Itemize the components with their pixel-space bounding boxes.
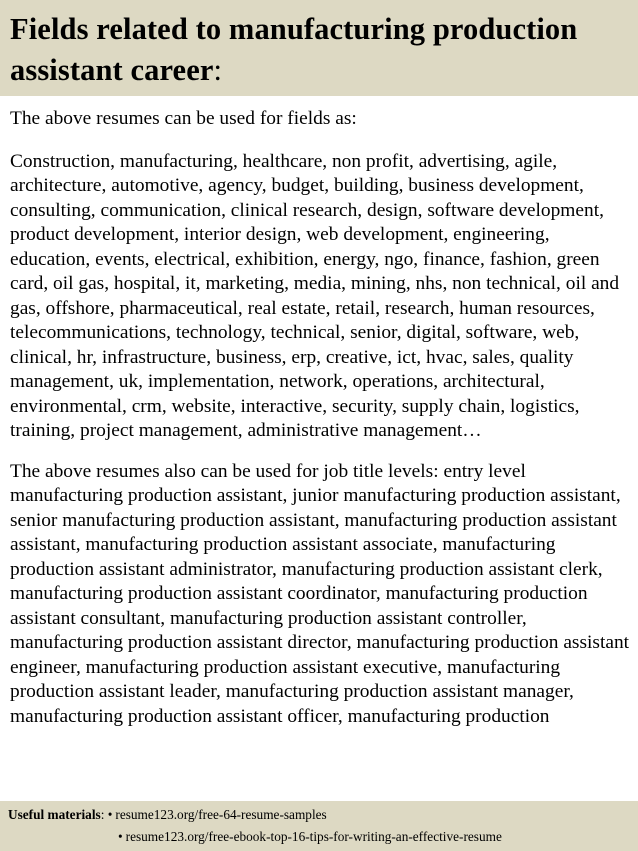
bullet-icon: • bbox=[107, 807, 113, 822]
body-content bbox=[10, 107, 634, 801]
footer-link-2[interactable]: resume123.org/free-ebook-top-16-tips-for-writing-an-effective-resume bbox=[125, 829, 502, 844]
bullet-icon: • bbox=[118, 829, 123, 844]
footer-link-1[interactable]: resume123.org/free-64-resume-samples bbox=[115, 807, 327, 822]
job-levels-paragraph: The above resumes also can be used for job title levels: entry level manufacturing production assistant, junior manufacturing production assistant, senior manufacturing production assistant, manufacturing production assistant assistant, manufacturing production assistant associate, manufacturing production assistant administrator, manufacturing production assistant clerk, manufacturing production assistant coordinator, manufacturing production assistant consultant, manufacturing production assistant controller, manufacturing production assistant director, manufacturing production assistant engineer, manufacturing production assistant executive, manufacturing production assistant leader, manufacturing production assistant manager, manufacturing production assistant officer, manufacturing production bbox=[10, 460, 630, 727]
intro-paragraph: The above resumes can be used for fields as: bbox=[10, 108, 357, 129]
useful-materials-label: Useful materials bbox=[8, 807, 101, 822]
useful-materials-separator: : bbox=[100, 807, 105, 822]
footer-row-2 bbox=[118, 826, 502, 847]
page-title-colon: : bbox=[213, 53, 223, 87]
title-banner bbox=[0, 0, 638, 96]
footer-row-1 bbox=[8, 804, 327, 825]
page-title bbox=[10, 9, 630, 91]
footer-bar bbox=[0, 801, 638, 851]
page-title-text: Fields related to manufacturing production assistant career bbox=[10, 12, 578, 87]
fields-paragraph: Construction, manufacturing, healthcare, non profit, advertising, agile, architecture, automotive, agency, budget, building, business development, consulting, communication, clinical research, design, software development, product development, interior design, web development, engineering, education, events, electrical, exhibition, energy, ngo, finance, fashion, green card, oil gas, hospital, it, marketing, media, mining, nhs, non technical, oil and gas, offshore, pharmaceutical, real estate, retail, research, human resources, telecommunications, technology, technical, senior, digital, software, web, clinical, hr, infrastructure, business, erp, creative, ict, hvac, sales, quality management, uk, implementation, network, operations, architectural, environmental, crm, website, interactive, security, supply chain, logistics, training, project management, administrative management… bbox=[10, 150, 620, 441]
